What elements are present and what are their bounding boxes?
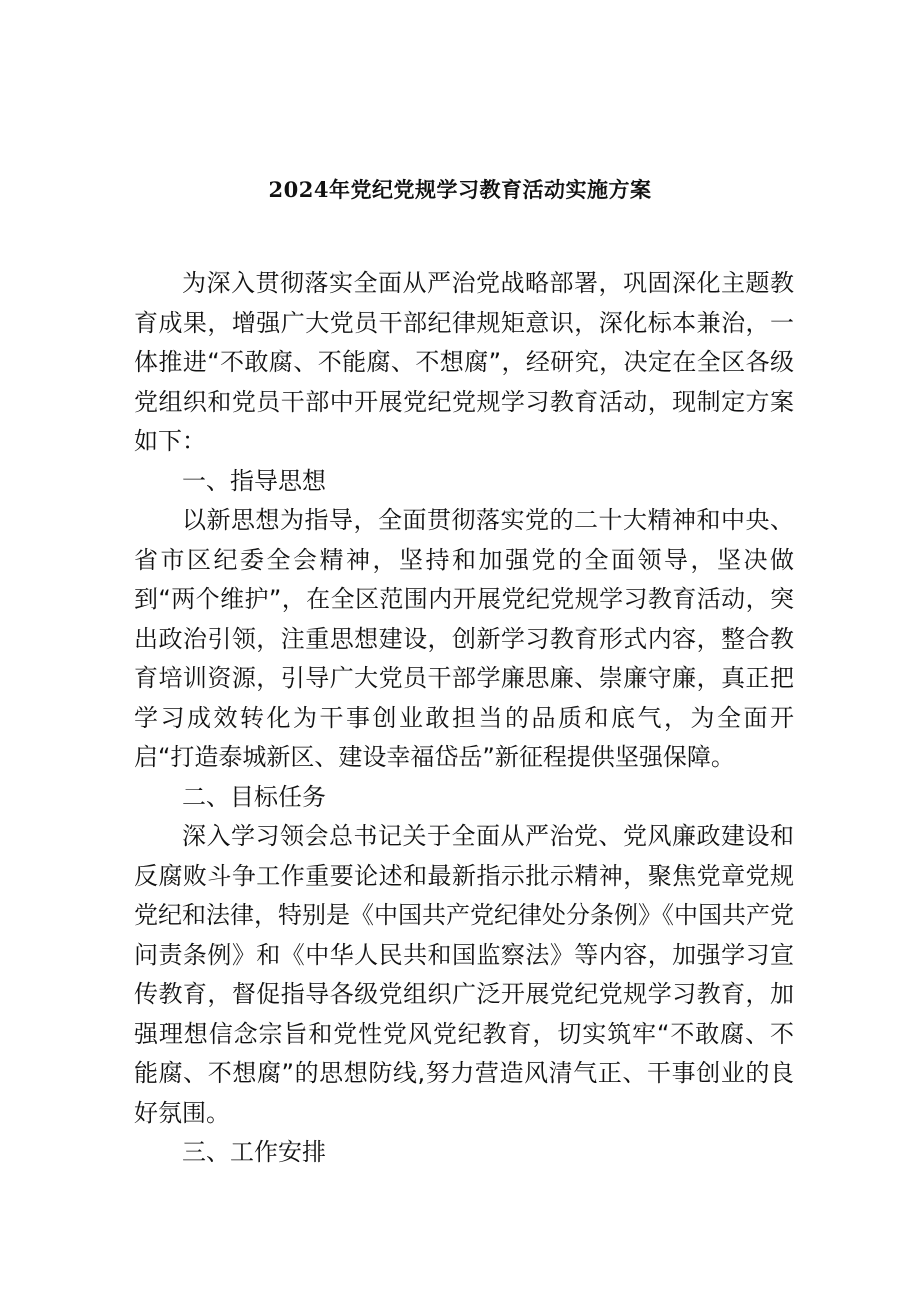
guiding-ideology-paragraph: 以新思想为指导，全面贯彻落实党的二十大精神和中央、省市区纪委全会精神，坚持和加强党的全面领导，坚决做到“两个维护”，在全区范围内开展党纪党规学习教育活动，突出政治引领，注重思想建设，创新学习教育形式内容，整合教育培训资源，引导广大党员干部学廉思廉、崇廉守廉，真正把学习成效转化为干事创业敢担当的品质和底气，为全面开启“打造泰城新区、建设幸福岱岳”新征程提供坚强保障。	[134, 506, 794, 771]
section-heading-goals-tasks: 二、目标任务	[182, 782, 326, 811]
document-body	[134, 264, 794, 1173]
intro-paragraph: 为深入贯彻落实全面从严治党战略部署，巩固深化主题教育成果，增强广大党员干部纪律规矩意识，深化标本兼治，一体推进“不敢腐、不能腐、不想腐”，经研究，决定在全区各级党组织和党员干部中开展党纪党规学习教育活动，现制定方案如下：	[134, 269, 794, 455]
goals-tasks-paragraph: 深入学习领会总书记关于全面从严治党、党风廉政建设和反腐败斗争工作重要论述和最新指示批示精神，聚焦党章党规党纪和法律，特别是《中国共产党纪律处分条例》《中国共产党问责条例》和《中华人民共和国监察法》等内容，加强学习宣传教育，督促指导各级党组织广泛开展党纪党规学习教育，加强理想信念宗旨和党性党风党纪教育，切实筑牢“不敢腐、不能腐、不想腐”的思想防线,努力营造风清气正、干事创业的良好氛围。	[134, 822, 794, 1127]
section-heading-guiding-ideology: 一、指导思想	[182, 466, 326, 495]
section-heading-work-arrangement: 三、工作安排	[182, 1138, 326, 1166]
document-title: 2024年党纪党规学习教育活动实施方案	[268, 177, 652, 202]
